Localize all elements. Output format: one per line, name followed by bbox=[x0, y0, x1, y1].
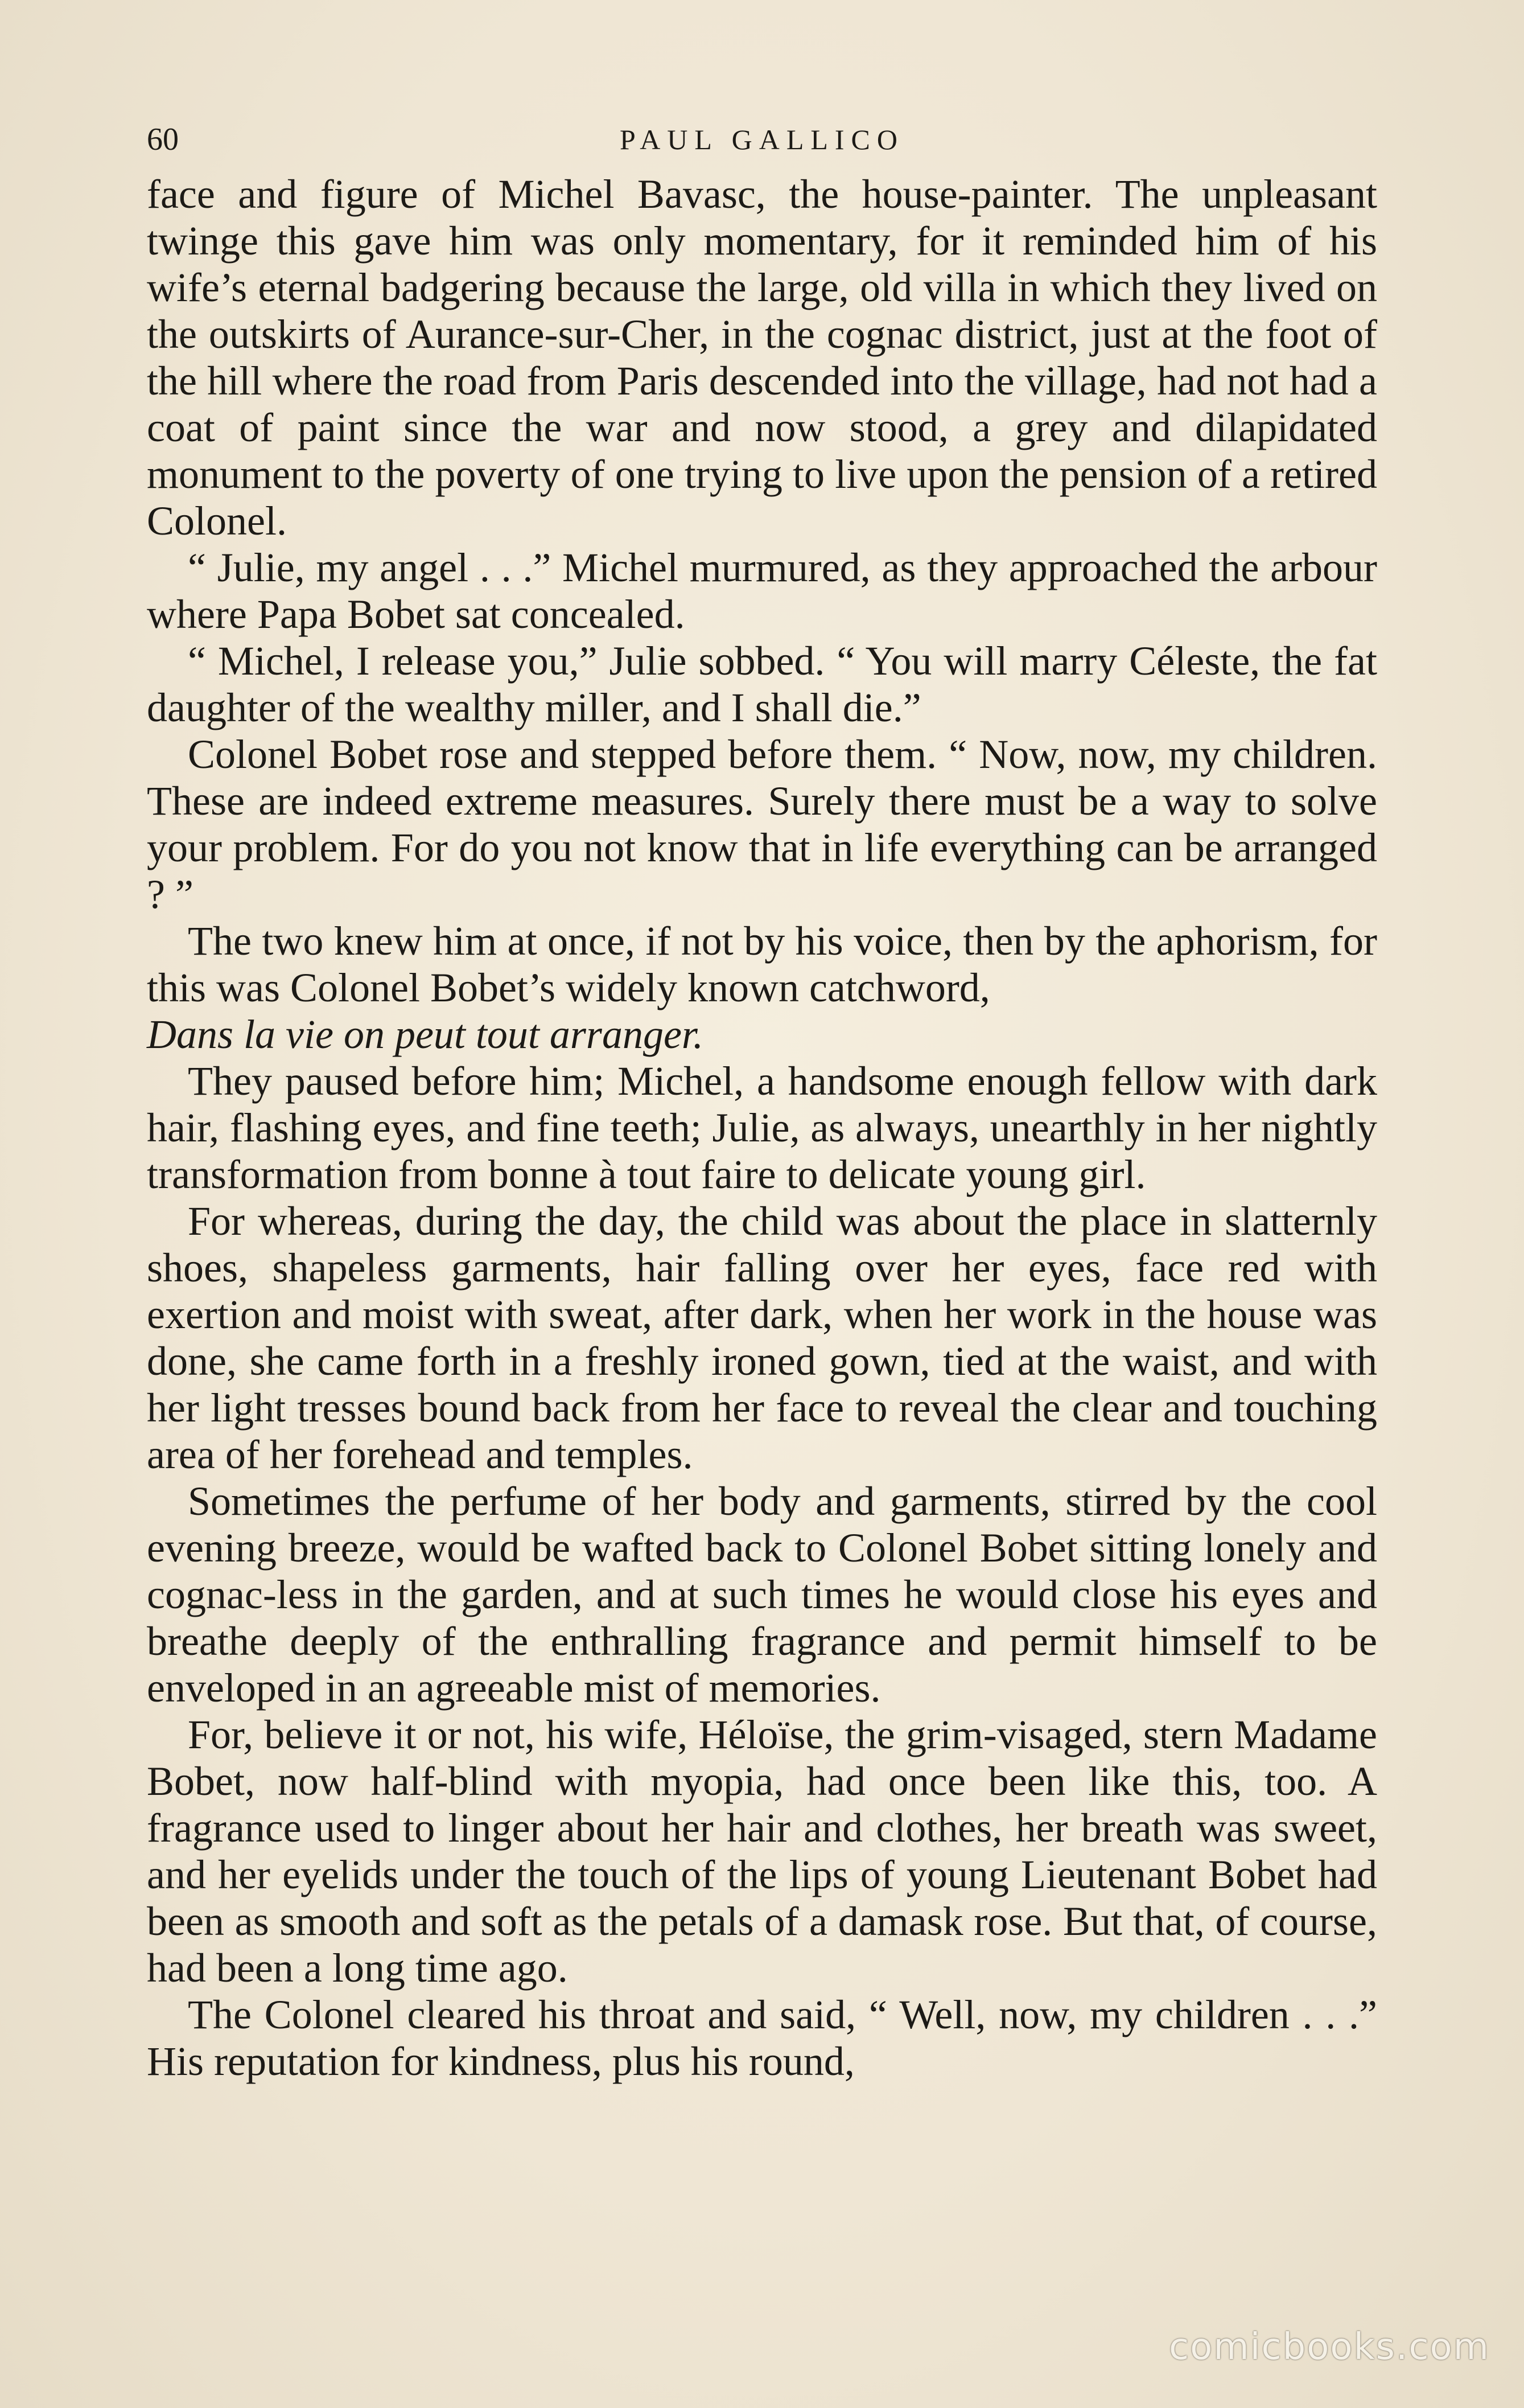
paragraph: “ Julie, my angel . . .” Michel murmured, as they approached the arbour where Papa Bobet sat concealed. bbox=[147, 545, 1377, 637]
paragraph: For, believe it or not, his wife, Héloïse, the grim-visaged, stern Madame Bobet, now half-blind with myopia, had once been like this, too. A fragrance used to linger about her hair and clothes, her breath was sweet, and her eyelids under the touch of the lips of young Lieutenant Bobet had been as smooth and soft as the petals of a damask rose. But that, of course, had been a long time ago. bbox=[147, 1712, 1377, 1991]
paragraph: Sometimes the perfume of her body and garments, stirred by the cool evening breeze, would be wafted back to Colonel Bobet sitting lonely and cognac-less in the garden, and at such times he would close his eyes and breathe deeply of the enthralling fragrance and permit himself to be enveloped in an agreeable mist of memories. bbox=[147, 1478, 1377, 1711]
italic-catchword bbox=[147, 1011, 1377, 1058]
paragraph: The two knew him at once, if not by his voice, then by the aphorism, for this was Colonel Bobet’s widely known catchword, bbox=[147, 918, 1377, 1010]
paragraph: The Colonel cleared his throat and said, “ Well, now, my children . . .” His reputation for kindness, plus his round, bbox=[147, 1992, 1377, 2084]
page-number: 60 bbox=[147, 122, 179, 157]
paragraph: “ Michel, I release you,” Julie sobbed. “ You will marry Céleste, the fat daughter of the wealthy miller, and I shall die.” bbox=[147, 638, 1377, 730]
paragraph: Colonel Bobet rose and stepped before them. “ Now, now, my children. These are indeed extreme measures. Surely there must be a way to solve your problem. For do you not know that in life everything can be arranged ? ” bbox=[147, 732, 1377, 917]
body-text bbox=[147, 171, 1377, 2085]
running-head: PAUL GALLICO bbox=[619, 124, 905, 155]
italic-catchword-text: Dans la vie on peut tout arranger. bbox=[147, 1012, 703, 1057]
paragraph: They paused before him; Michel, a handsome enough fellow with dark hair, flashing eyes, and fine teeth; Julie, as always, unearthly in her nightly transformation from bonne à tout faire to delicate young girl. bbox=[147, 1058, 1377, 1197]
paragraph: For whereas, during the day, the child was about the place in slatternly shoes, shapeless garments, hair falling over her eyes, face red with exertion and moist with sweat, after dark, when her work in the house was done, she came forth in a freshly ironed gown, tied at the waist, and with her light tresses bound back from her face to reveal the clear and touching area of her forehead and temples. bbox=[147, 1198, 1377, 1477]
page-header bbox=[147, 117, 1377, 162]
watermark: comicbooks.com bbox=[1168, 2326, 1490, 2368]
paragraph: face and figure of Michel Bavasc, the house-painter. The unpleasant twinge this gave him was only momentary, for it reminded him of his wife’s eternal badgering because the large, old villa in which they lived on the outskirts of Aurance-sur-Cher, in the cognac district, just at the foot of the hill where the road from Paris descended into the village, had not had a coat of paint since the war and now stood, a grey and dilapidated monument to the poverty of one trying to live upon the pension of a retired Colonel. bbox=[147, 171, 1377, 544]
